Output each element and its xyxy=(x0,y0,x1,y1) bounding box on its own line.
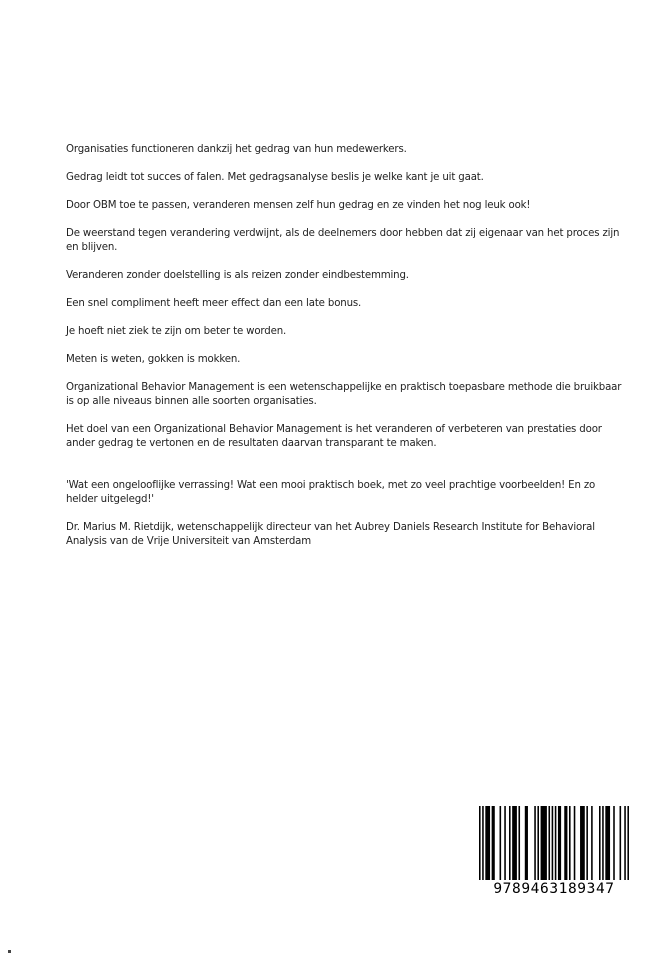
paragraph-2: Gedrag leidt tot succes of falen. Met gedragsanalyse beslis je welke kant je uit gaat. xyxy=(66,172,484,183)
barcode-bar-23 xyxy=(591,806,593,880)
barcode-bar-19 xyxy=(569,806,571,880)
barcode-bar-12 xyxy=(537,806,539,880)
barcode-bar-4 xyxy=(492,806,495,880)
paragraph-1: Organisaties functioneren dankzij het gedrag van hun medewerkers. xyxy=(66,144,407,155)
isbn-barcode xyxy=(479,806,629,900)
barcode-bar-26 xyxy=(605,806,610,880)
barcode-bar-27 xyxy=(613,806,615,880)
paragraph-8: Meten is weten, gokken is mokken. xyxy=(66,354,241,365)
barcode-bar-2 xyxy=(482,806,484,880)
paragraph-9: Organizational Behavior Management is een wetenschappelijke en praktisch toepasbare methode die bruikbaar is op alle niveaus binnen alle soorten organisaties. xyxy=(66,382,622,407)
barcode-bar-7 xyxy=(509,806,511,880)
barcode-bar-14 xyxy=(548,806,550,880)
endorsement xyxy=(66,479,626,549)
barcode-bar-21 xyxy=(580,806,585,880)
paragraph-5: Veranderen zonder doelstelling is als reizen zonder eindbestemming. xyxy=(66,270,409,281)
barcode-bar-20 xyxy=(574,806,576,880)
endorsement-quote: 'Wat een ongelooflijke verrassing! Wat een mooi praktisch boek, met zo veel prachtige voorbeelden! En zo helder uitgelegd!' xyxy=(66,480,596,505)
barcode-bar-18 xyxy=(564,806,567,880)
barcode-bar-17 xyxy=(558,806,561,880)
barcode-bar-25 xyxy=(602,806,604,880)
paragraph-7: Je hoeft niet ziek te zijn om beter te worden. xyxy=(66,326,287,337)
barcode-bar-10 xyxy=(525,806,528,880)
barcode-bar-30 xyxy=(627,806,629,880)
barcode-bar-29 xyxy=(624,806,626,880)
barcode-bar-1 xyxy=(479,806,481,880)
barcode-bar-6 xyxy=(504,806,506,880)
paragraph-10: Het doel van een Organizational Behavior Management is het veranderen of verbeteren van prestaties door ander gedrag te vertonen en de resultaten daarvan transparant te maken. xyxy=(66,424,602,449)
barcode-bar-28 xyxy=(620,806,622,880)
barcode-bars xyxy=(479,806,629,880)
back-cover-text xyxy=(66,143,626,563)
endorsement-attribution: Dr. Marius M. Rietdijk, wetenschappelijk directeur van het Aubrey Daniels Research Institute for Behavioral Analysis van de Vrije Universiteit van Amsterdam xyxy=(66,522,595,547)
barcode-bar-15 xyxy=(552,806,554,880)
barcode-bar-16 xyxy=(555,806,557,880)
paragraph-6: Een snel compliment heeft meer effect dan een late bonus. xyxy=(66,298,362,309)
barcode-bar-24 xyxy=(599,806,601,880)
corner-mark xyxy=(8,950,11,953)
barcode-bar-13 xyxy=(541,806,547,880)
barcode-bar-11 xyxy=(534,806,536,880)
paragraph-4: De weerstand tegen verandering verdwijnt, als de deelnemers door hebben dat zij eigenaar van het proces zijn en blijven. xyxy=(66,228,620,253)
barcode-bar-5 xyxy=(500,806,502,880)
barcode-bar-22 xyxy=(586,806,588,880)
barcode-bar-3 xyxy=(485,806,490,880)
isbn-number: 9789463189347 xyxy=(493,881,615,897)
barcode-bar-9 xyxy=(518,806,520,880)
barcode-bar-8 xyxy=(512,806,517,880)
paragraph-3: Door OBM toe te passen, veranderen mensen zelf hun gedrag en ze vinden het nog leuk ook! xyxy=(66,200,531,211)
